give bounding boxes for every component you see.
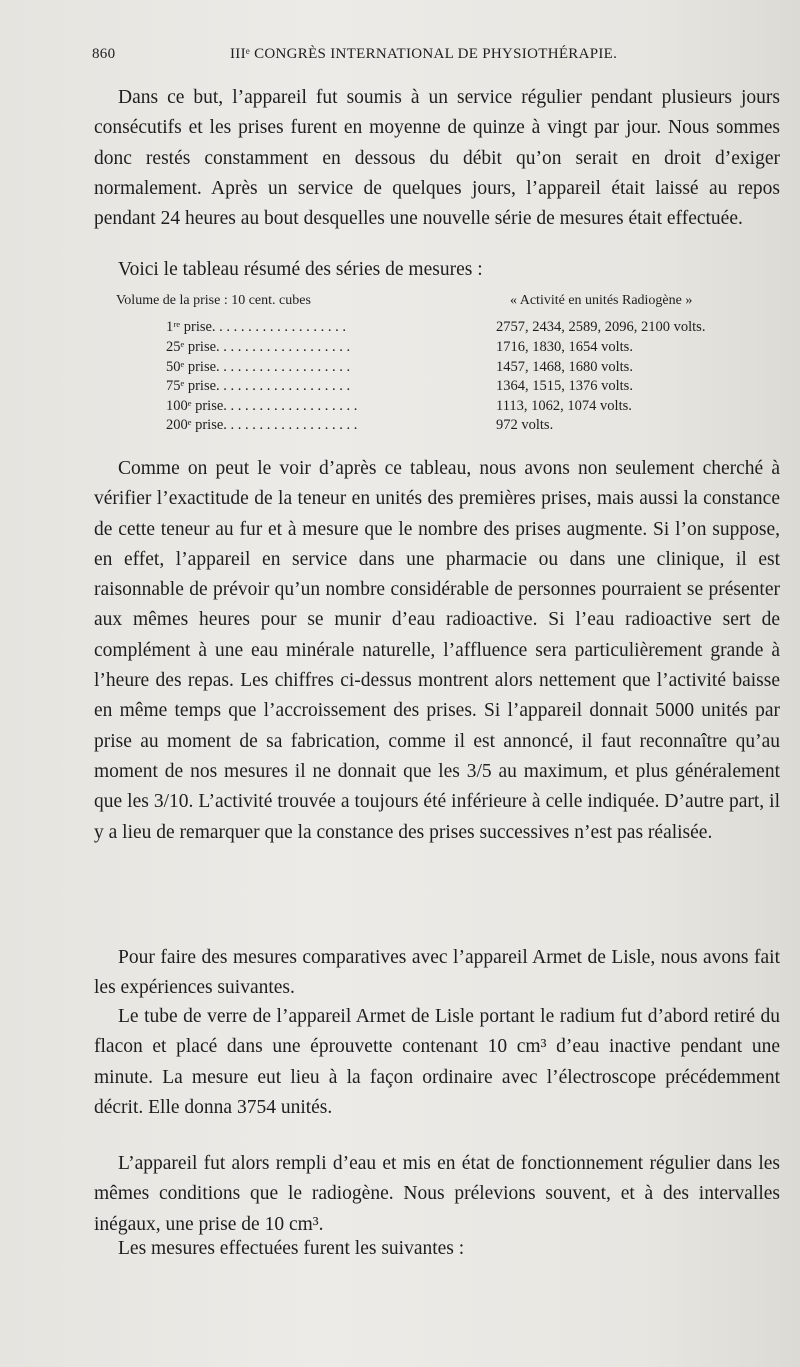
paragraph-intro: Dans ce but, l’appareil fut soumis à un service régulier pendant plusieurs jours consécutifs et les prises furent en moyenne de quinze à vingt par jour. Nous sommes donc restés constamment en dessous du débit qu’on serait en droit d’exiger normalement. Après un service de quelques jours, l’appareil était laissé au repos pendant 24 heures au bout desquelles une nouvelle série de mesures était effectuée. bbox=[94, 87, 780, 230]
table-row bbox=[108, 378, 768, 398]
row-values: 1457, 1468, 1680 volts. bbox=[496, 359, 633, 375]
paragraph-table-intro: Voici le tableau résumé des séries de mesures : bbox=[118, 259, 483, 280]
row-label: 75ᵉ prise. . . . . . . . . . . . . . . . . . . bbox=[166, 378, 351, 394]
row-values: 1364, 1515, 1376 volts. bbox=[496, 378, 633, 394]
row-values: 1716, 1830, 1654 volts. bbox=[496, 339, 633, 355]
paragraph-analysis: Comme on peut le voir d’après ce tableau, nous avons non seulement cherché à vérifier l’exactitude de la teneur en unités des premières prises, mais aussi la constance de cette teneur au fur et à mesure que le nombre des prises augmente. Si l’on suppose, en effet, l’appareil en service dans une pharmacie ou dans une clinique, il est raisonnable de prévoir qu’un nombre considérable de personnes pourraient se présenter aux mêmes heures pour se munir d’eau radioactive. Si l’eau radioactive sert de complément à une eau minérale naturelle, l’affluence sera particulièrement grande à l’heure des repas. Les chiffres ci-dessus montrent alors nettement que l’activité baisse en même temps que l’accroissement des prises. Si l’appareil donnait 5000 unités par prise au moment de sa fabrication, comme il est annoncé, il faut reconnaître qu’au moment de nos mesures il ne donnait que les 3/5 au maximum, et plus généralement que les 3/10. L’activité trouvée a toujours été inférieure à celle indiquée. D’autre part, il y a lieu de remarquer que la constance des prises successives n’est pas réalisée. bbox=[94, 458, 780, 843]
table-row bbox=[108, 319, 768, 339]
paragraph-measures-intro: Les mesures effectuées furent les suivantes : bbox=[118, 1238, 465, 1259]
paragraph-comparison: Pour faire des mesures comparatives avec l’appareil Armet de Lisle, nous avons fait les expériences suivantes. bbox=[94, 947, 780, 999]
row-label: 50ᵉ prise. . . . . . . . . . . . . . . . . . . bbox=[166, 359, 351, 375]
row-label: 200ᵉ prise. . . . . . . . . . . . . . . . . . . bbox=[166, 417, 358, 433]
table-col-activity: « Activité en unités Radiogène » bbox=[510, 293, 693, 308]
table-row bbox=[108, 417, 768, 437]
row-values: 972 volts. bbox=[496, 417, 554, 433]
row-label: 1ʳᵉ prise. . . . . . . . . . . . . . . . . . . bbox=[166, 319, 347, 335]
running-header bbox=[92, 46, 782, 70]
row-label: 100ᵉ prise. . . . . . . . . . . . . . . . . . . bbox=[166, 398, 358, 414]
running-title: IIIᵉ CONGRÈS INTERNATIONAL DE PHYSIOTHÉRAPIE. bbox=[230, 46, 618, 62]
table-header bbox=[108, 293, 768, 315]
paragraph-tube-experiment: Le tube de verre de l’appareil Armet de Lisle portant le radium fut d’abord retiré du flacon et placé dans une éprouvette contenant 10 cm³ d’eau inactive pendant une minute. La mesure eut lieu à la façon ordinaire avec l’électroscope précédemment décrit. Elle donna 3754 unités. bbox=[94, 1006, 780, 1118]
table-row bbox=[108, 339, 768, 359]
table-row bbox=[108, 359, 768, 379]
row-values: 1113, 1062, 1074 volts. bbox=[496, 398, 632, 414]
row-values: 2757, 2434, 2589, 2096, 2100 volts. bbox=[496, 319, 706, 335]
table-row bbox=[108, 398, 768, 418]
page-number: 860 bbox=[92, 46, 116, 62]
table-col-volume: Volume de la prise : 10 cent. cubes bbox=[116, 293, 311, 308]
paragraph-filling: L’appareil fut alors rempli d’eau et mis en état de fonctionnement régulier dans les mêmes conditions que le radiogène. Nous prélevions souvent, et à des intervalles inégaux, une prise de 10 cm³. bbox=[94, 1153, 780, 1235]
row-label: 25ᵉ prise. . . . . . . . . . . . . . . . . . . bbox=[166, 339, 351, 355]
